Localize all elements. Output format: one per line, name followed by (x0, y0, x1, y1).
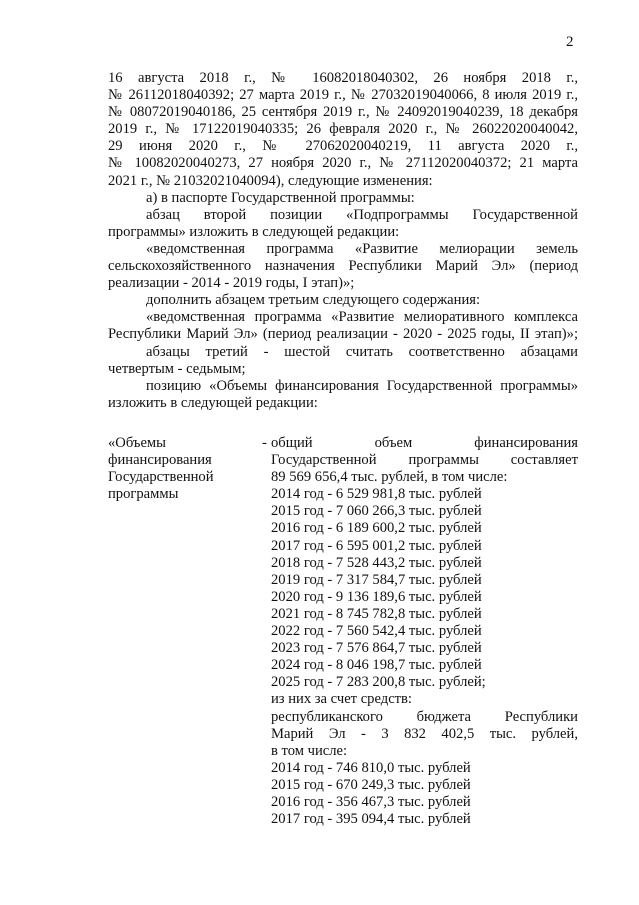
table-value-line: общий объем финансирования (271, 435, 578, 451)
paragraph-line: «ведомственная программа «Развитие мелиоративного комплекса (146, 309, 578, 326)
table-value-line: 2014 год - 746 810,0 тыс. рублей (271, 759, 471, 776)
paragraph-line: 29 июня 2020 г., № 27062020040219, 11 августа 2020 г., (108, 138, 578, 155)
table-value-line: 2015 год - 7 060 266,3 тыс. рублей (271, 503, 482, 520)
table-value-line: 2014 год - 6 529 981,8 тыс. рублей (271, 486, 482, 503)
table-value-line: 2017 год - 395 094,4 тыс. рублей (271, 811, 471, 828)
paragraph-line: программы» изложить в следующей редакции: (108, 223, 400, 240)
paragraph-line: абзацы третий - шестой считать соответственно абзацами (146, 343, 578, 360)
paragraph-line: № 08072019040186, 25 сентября 2019 г., № 24092019040239, 18 декабря (108, 104, 578, 121)
paragraph-line: абзац второй позиции «Подпрограммы Государственной (146, 206, 578, 223)
table-label-cell (108, 435, 258, 503)
table-value-line: 2024 год - 8 046 198,7 тыс. рублей (271, 657, 482, 674)
document-body (108, 70, 578, 412)
table-value-line: в том числе: (271, 742, 348, 759)
table-value-line: Марий Эл - 3 832 402,5 тыс. рублей, (271, 725, 578, 742)
paragraph-line: а) в паспорте Государственной программы: (146, 189, 415, 206)
table-label-line: финансирования (108, 452, 212, 469)
table-label-line: программы (108, 486, 179, 503)
table-label-line: «Объемы (108, 435, 166, 451)
table-value-line: 2023 год - 7 576 864,7 тыс. рублей (271, 640, 482, 657)
paragraph-line: сельскохозяйственного назначения Республики Марий Эл» (период (108, 258, 578, 275)
paragraph-line: Республики Марий Эл» (период реализации - 2020 - 2025 годы, II этап)»; (108, 326, 578, 343)
paragraph-line: четвертым - седьмым; (108, 360, 246, 377)
page-number: 2 (566, 34, 574, 50)
table-value-line: 2016 год - 6 189 600,2 тыс. рублей (271, 520, 482, 537)
table-value-line: 2022 год - 7 560 542,4 тыс. рублей (271, 623, 482, 640)
paragraph-line: 2021 г., № 21032021040094), следующие изменения: (108, 172, 433, 189)
paragraph-line: реализации - 2014 - 2019 годы, I этап)»; (108, 275, 355, 292)
table-value-line: 2019 год - 7 317 584,7 тыс. рублей (271, 571, 482, 588)
table-value-line: 2018 год - 7 528 443,2 тыс. рублей (271, 554, 482, 571)
paragraph-line: № 10082020040273, 27 ноября 2020 г., № 27112020040372; 21 марта (108, 155, 578, 172)
table-value-line: 2025 год - 7 283 200,8 тыс. рублей; (271, 674, 486, 691)
table-value-line: 89 569 656,4 тыс. рублей, в том числе: (271, 469, 508, 486)
paragraph-line: 2019 г., № 17122019040335; 26 февраля 2020 г., № 26022020040042, (108, 121, 578, 138)
table-value-line: 2015 год - 670 249,3 тыс. рублей (271, 776, 471, 793)
table-value-line: республиканского бюджета Республики (271, 708, 578, 725)
table-dash: - (262, 435, 267, 451)
table-value-line: 2016 год - 356 467,3 тыс. рублей (271, 793, 471, 810)
paragraph-line: № 26112018040392; 27 марта 2019 г., № 27032019040066, 8 июля 2019 г., (108, 87, 578, 104)
paragraph-line: изложить в следующей редакции: (108, 394, 318, 411)
table-value-line: 2020 год - 9 136 189,6 тыс. рублей (271, 588, 482, 605)
paragraph-line: 16 августа 2018 г., № 16082018040302, 26 ноября 2018 г., (108, 70, 578, 86)
table-value-line: 2021 год - 8 745 782,8 тыс. рублей (271, 605, 482, 622)
table-value-line: из них за счет средств: (271, 691, 412, 708)
table-value-line: 2017 год - 6 595 001,2 тыс. рублей (271, 537, 482, 554)
paragraph-line: позицию «Объемы финансирования Государственной программы» (146, 377, 578, 394)
table-value-line: Государственной программы составляет (271, 452, 578, 469)
paragraph-line: дополнить абзацем третьим следующего содержания: (146, 292, 481, 309)
table-value-cell (271, 435, 578, 828)
table-label-line: Государственной (108, 469, 214, 486)
paragraph-line: «ведомственная программа «Развитие мелиорации земель (146, 240, 578, 257)
